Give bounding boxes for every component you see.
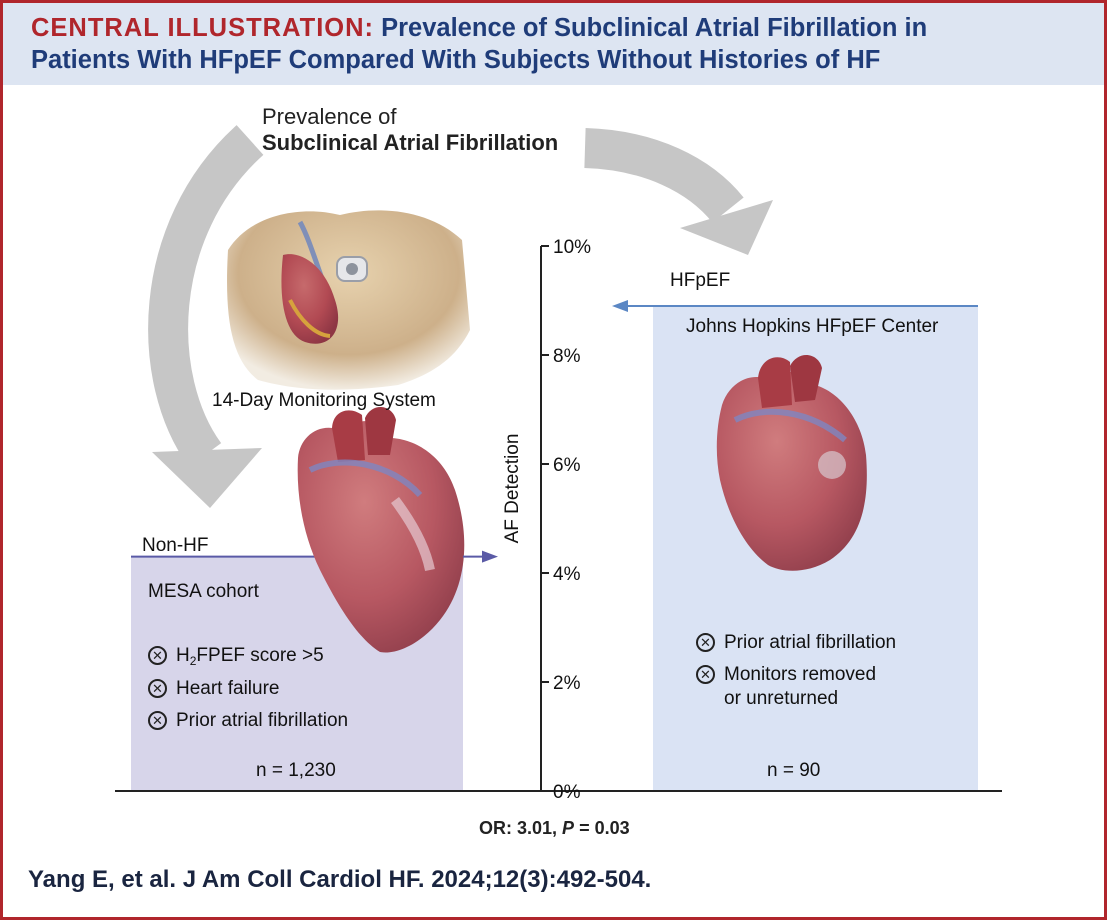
monitoring-system-label: 14-Day Monitoring System <box>212 390 436 411</box>
y-tick-label: 10% <box>553 237 592 258</box>
hfpef-cohort-label: Johns Hopkins HFpEF Center <box>686 316 939 337</box>
y-axis-ticks <box>541 237 591 803</box>
non-hf-arrow-head <box>482 551 498 563</box>
y-axis-title: AF Detection <box>502 433 523 544</box>
y-tick-label: 6% <box>553 455 581 476</box>
y-tick-label: 2% <box>553 673 581 694</box>
excluded-icon: ✕ <box>696 633 715 652</box>
non-hf-cohort-label: MESA cohort <box>148 581 259 602</box>
non-hf-group-label: Non-HF <box>142 535 209 556</box>
y-tick-label: 4% <box>553 564 581 585</box>
hfpef-group-label: HFpEF <box>670 270 731 291</box>
intro-line1: Prevalence of <box>262 104 397 129</box>
citation: Yang E, et al. J Am Coll Cardiol HF. 2024;12(3):492-504. <box>28 866 652 893</box>
hfpef-value-arrow <box>612 300 653 312</box>
non-hf-criteria-list <box>148 645 348 742</box>
hfpef-arrow-head <box>612 300 628 312</box>
odds-ratio-label: OR: 3.01, P = 0.03 <box>479 818 630 838</box>
criterion-text: Prior atrial fibrillation <box>724 632 897 653</box>
right-flow-arrow <box>585 148 773 255</box>
y-tick-label: 0% <box>553 782 581 803</box>
excluded-icon: ✕ <box>148 711 167 730</box>
non-hf-criterion <box>148 645 348 668</box>
excluded-icon: ✕ <box>696 665 715 684</box>
y-tick-label: 8% <box>553 346 581 367</box>
hfpef-criterion <box>696 664 896 710</box>
non-hf-sample-size: n = 1,230 <box>256 760 336 781</box>
excluded-icon: ✕ <box>148 646 167 665</box>
hfpef-criteria-list <box>696 632 896 710</box>
header-title-line2: Patients With HFpEF Compared With Subjects Without Histories of HF <box>31 46 881 74</box>
header-label: CENTRAL ILLUSTRATION: <box>31 14 375 42</box>
criterion-text: Heart failure <box>176 678 280 699</box>
hfpef-criterion <box>696 632 896 654</box>
non-hf-criterion <box>148 710 348 732</box>
intro-line2: Subclinical Atrial Fibrillation <box>262 130 559 155</box>
criterion-text: Prior atrial fibrillation <box>176 710 349 731</box>
excluded-icon: ✕ <box>148 679 167 698</box>
criterion-text: $H_2FPEF$ score >5 <box>176 645 324 668</box>
header-title-text: Prevalence of Subclinical Atrial Fibrillation in <box>381 14 928 42</box>
criterion-text: Monitors removed or unreturned <box>724 664 877 709</box>
chest-monitor-illustration <box>227 210 470 389</box>
hfpef-sample-size: n = 90 <box>767 760 821 781</box>
non-hf-value-arrow <box>463 551 498 563</box>
non-hf-criterion <box>148 678 348 700</box>
